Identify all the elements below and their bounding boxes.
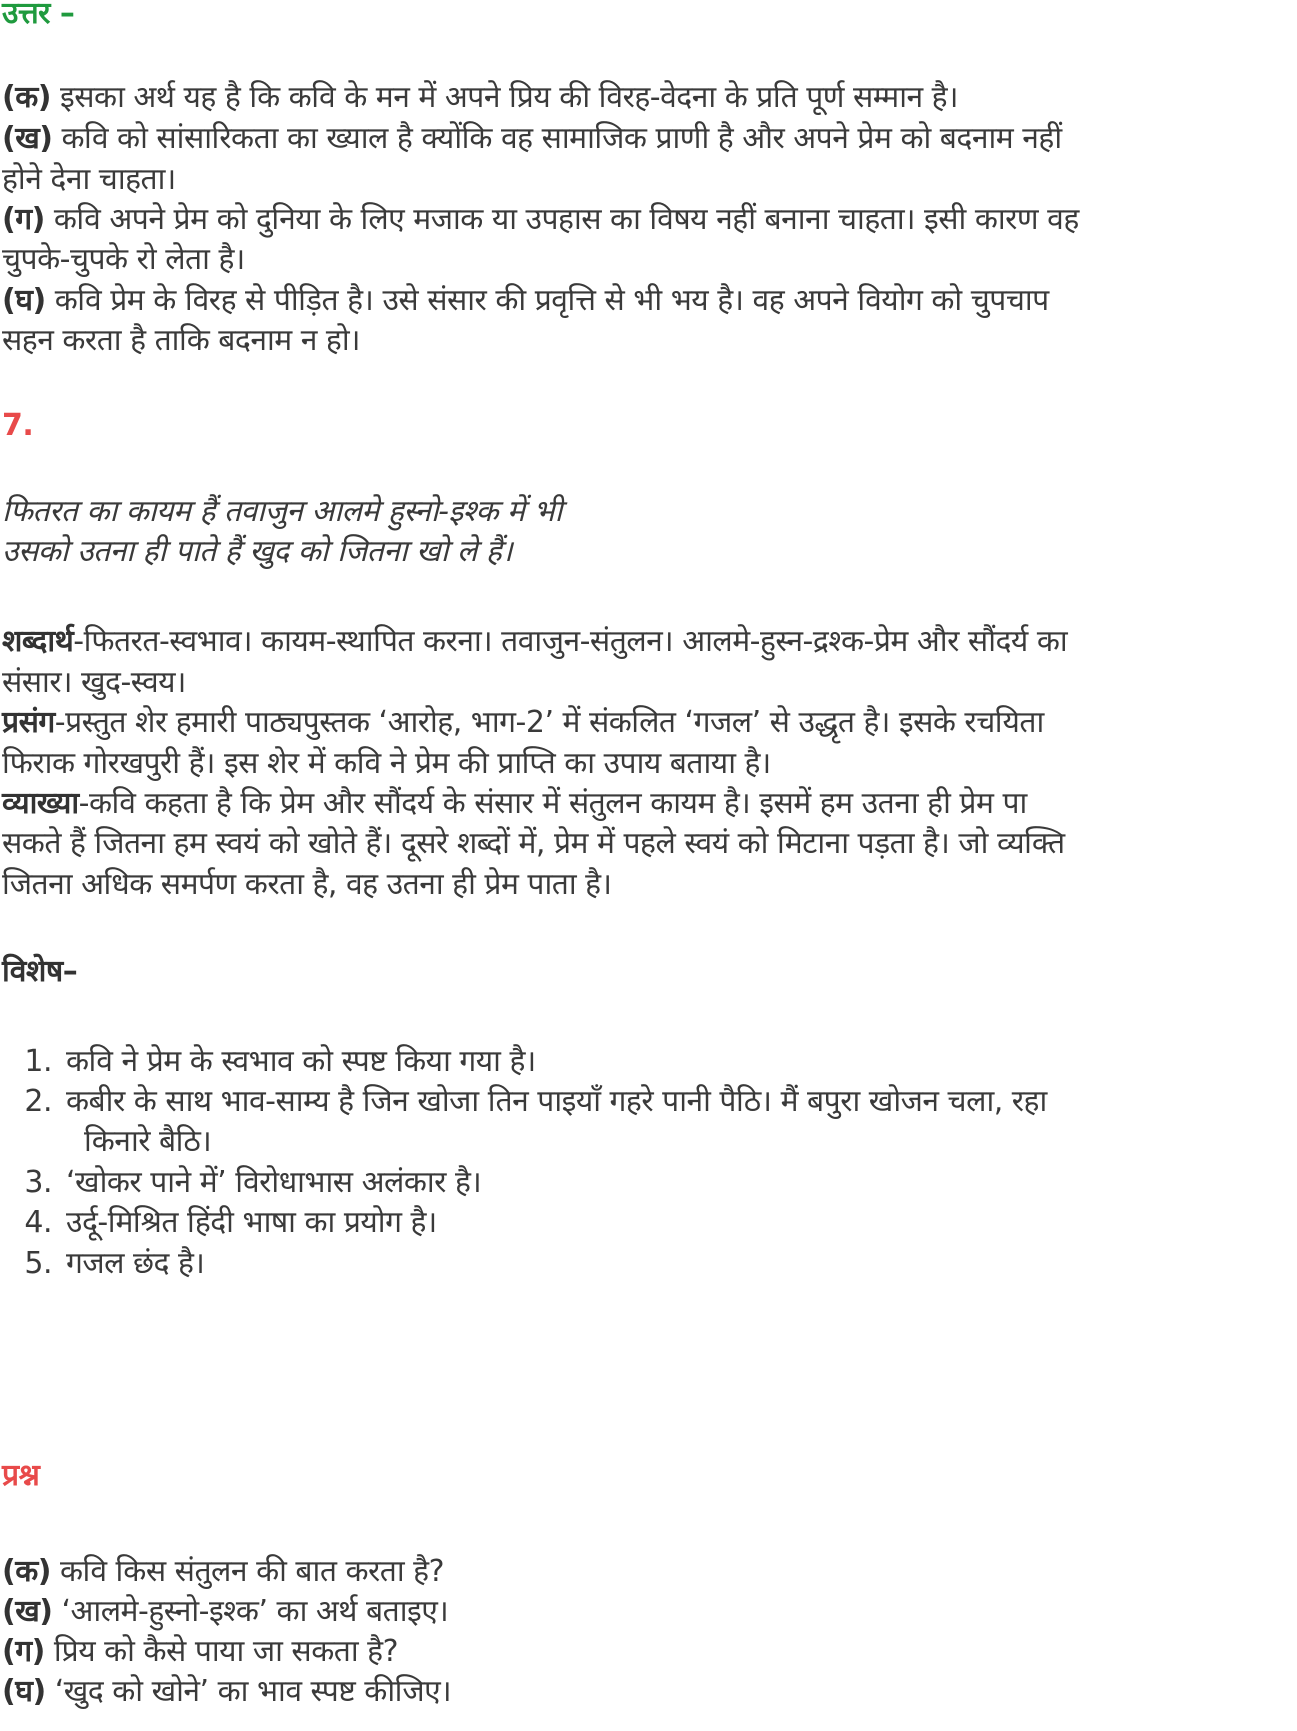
list-text-continued: किनारे बैठि। <box>84 1124 212 1159</box>
vyakhya-text-continued: सकते हैं जितना हम स्वयं को खोते हैं। दूसरे शब्दों में, प्रेम में पहले स्वयं को मिटाना पड़ता है। जो व्यक्ति <box>2 826 1065 861</box>
prasang-text: -प्रस्तुत शेर हमारी पाठ्यपुस्तक ‘आरोह, भाग-2’ में संकलित ‘गजल’ से उद्धृत है। इसके रचयिता <box>54 705 1044 740</box>
vishesh-heading: विशेष– <box>2 954 78 989</box>
answer-text: कवि प्रेम के विरह से पीड़ित है। उसे संसार की प्रवृत्ति से भी भय है। वह अपने वियोग को चुपचाप <box>54 283 1049 318</box>
vishesh-list-item <box>2 1242 204 1286</box>
list-number: 1. <box>24 1044 52 1079</box>
list-number: 5. <box>24 1246 52 1281</box>
list-number: 4. <box>24 1205 52 1240</box>
verse-line-2: उसको उतना ही पाते हैं खुद को जितना खो ले हैं। <box>2 534 513 569</box>
question-label: (ग) <box>2 1634 45 1669</box>
answer-text-continued: होने देना चाहता। <box>2 162 176 197</box>
list-text: कवि ने प्रेम के स्वभाव को स्पष्ट किया गया है। <box>66 1044 536 1079</box>
answer-text: कवि को सांसारिकता का ख्याल है क्योंकि वह सामाजिक प्राणी है और अपने प्रेम को बदनाम नहीं <box>61 121 1062 156</box>
question-label: (क) <box>2 1554 51 1589</box>
answer-label: (ग) <box>2 202 45 237</box>
prasang-label: प्रसंग <box>2 705 55 740</box>
question-label: (ख) <box>2 1594 53 1629</box>
question-item-ka <box>2 1550 444 1594</box>
vishesh-list-item <box>2 1040 536 1084</box>
list-text: गजल छंद है। <box>66 1246 205 1281</box>
answer-text-continued: सहन करता है ताकि बदनाम न हो। <box>2 323 361 358</box>
answer-label: (क) <box>2 80 51 115</box>
answer-heading: उत्तर – <box>2 0 75 31</box>
question-item-ga <box>2 1630 398 1674</box>
shabdarth-paragraph <box>2 620 1067 664</box>
answer-text: कवि अपने प्रेम को दुनिया के लिए मजाक या उपहास का विषय नहीं बनाना चाहता। इसी कारण वह <box>53 202 1079 237</box>
shabdarth-label: शब्दार्थ <box>2 624 74 659</box>
vyakhya-text: -कवि कहता है कि प्रेम और सौंदर्य के संसार में संतुलन कायम है। इसमें हम उतना ही प्रेम पा <box>78 786 1027 821</box>
vyakhya-paragraph <box>2 782 1027 826</box>
vishesh-list-item <box>2 1080 1047 1124</box>
vishesh-list-item <box>2 1161 481 1205</box>
verse-line-1: फितरत का कायम हैं तवाजुन आलमे हुस्नो-इश्क में भी <box>2 494 562 529</box>
vyakhya-label: व्याख्या <box>2 786 79 821</box>
list-number: 2. <box>24 1084 52 1119</box>
question-label: (घ) <box>2 1674 46 1709</box>
prasang-text-continued: फिराक गोरखपुरी हैं। इस शेर में कवि ने प्रेम की प्राप्ति का उपाय बताया है। <box>2 746 771 781</box>
question-item-kha <box>2 1590 448 1634</box>
questions-heading: प्रश्न <box>2 1458 40 1493</box>
list-text: ‘खोकर पाने में’ विरोधाभास अलंकार है। <box>66 1165 482 1200</box>
list-text: उर्दू-मिश्रित हिंदी भाषा का प्रयोग है। <box>66 1205 437 1240</box>
vishesh-list-item <box>2 1201 437 1245</box>
list-number: 3. <box>24 1165 52 1200</box>
question-number: 7. <box>2 408 34 443</box>
question-text: कवि किस संतुलन की बात करता है? <box>60 1554 445 1589</box>
answer-item-ga <box>2 198 1079 242</box>
shabdarth-text: -फितरत-स्वभाव। कायम-स्थापित करना। तवाजुन-संतुलन। आलमे-हुस्न-द्रश्क-प्रेम और सौंदर्य का <box>73 624 1068 659</box>
answer-item-gha <box>2 279 1049 323</box>
list-text: कबीर के साथ भाव-साम्य है जिन खोजा तिन पाइयाँ गहरे पानी पैठि। मैं बपुरा खोजन चला, रहा <box>66 1084 1047 1119</box>
answer-text-continued: चुपके-चुपके रो लेता है। <box>2 242 245 277</box>
vyakhya-text-continued: जितना अधिक समर्पण करता है, वह उतना ही प्रेम पाता है। <box>2 867 612 902</box>
question-text: प्रिय को कैसे पाया जा सकता है? <box>53 1634 398 1669</box>
question-text: ‘आलमे-हुस्नो-इश्क’ का अर्थ बताइए। <box>61 1594 449 1629</box>
answer-text: इसका अर्थ यह है कि कवि के मन में अपने प्रिय की विरह-वेदना के प्रति पूर्ण सम्मान है। <box>60 80 958 115</box>
answer-item-ka <box>2 76 958 120</box>
answer-label: (घ) <box>2 283 46 318</box>
question-item-gha <box>2 1670 451 1714</box>
prasang-paragraph <box>2 701 1044 745</box>
answer-item-kha <box>2 117 1062 161</box>
answer-label: (ख) <box>2 121 53 156</box>
question-text: ‘खुद को खोने’ का भाव स्पष्ट कीजिए। <box>54 1674 452 1709</box>
shabdarth-text-continued: संसार। खुद-स्वय। <box>2 665 186 700</box>
